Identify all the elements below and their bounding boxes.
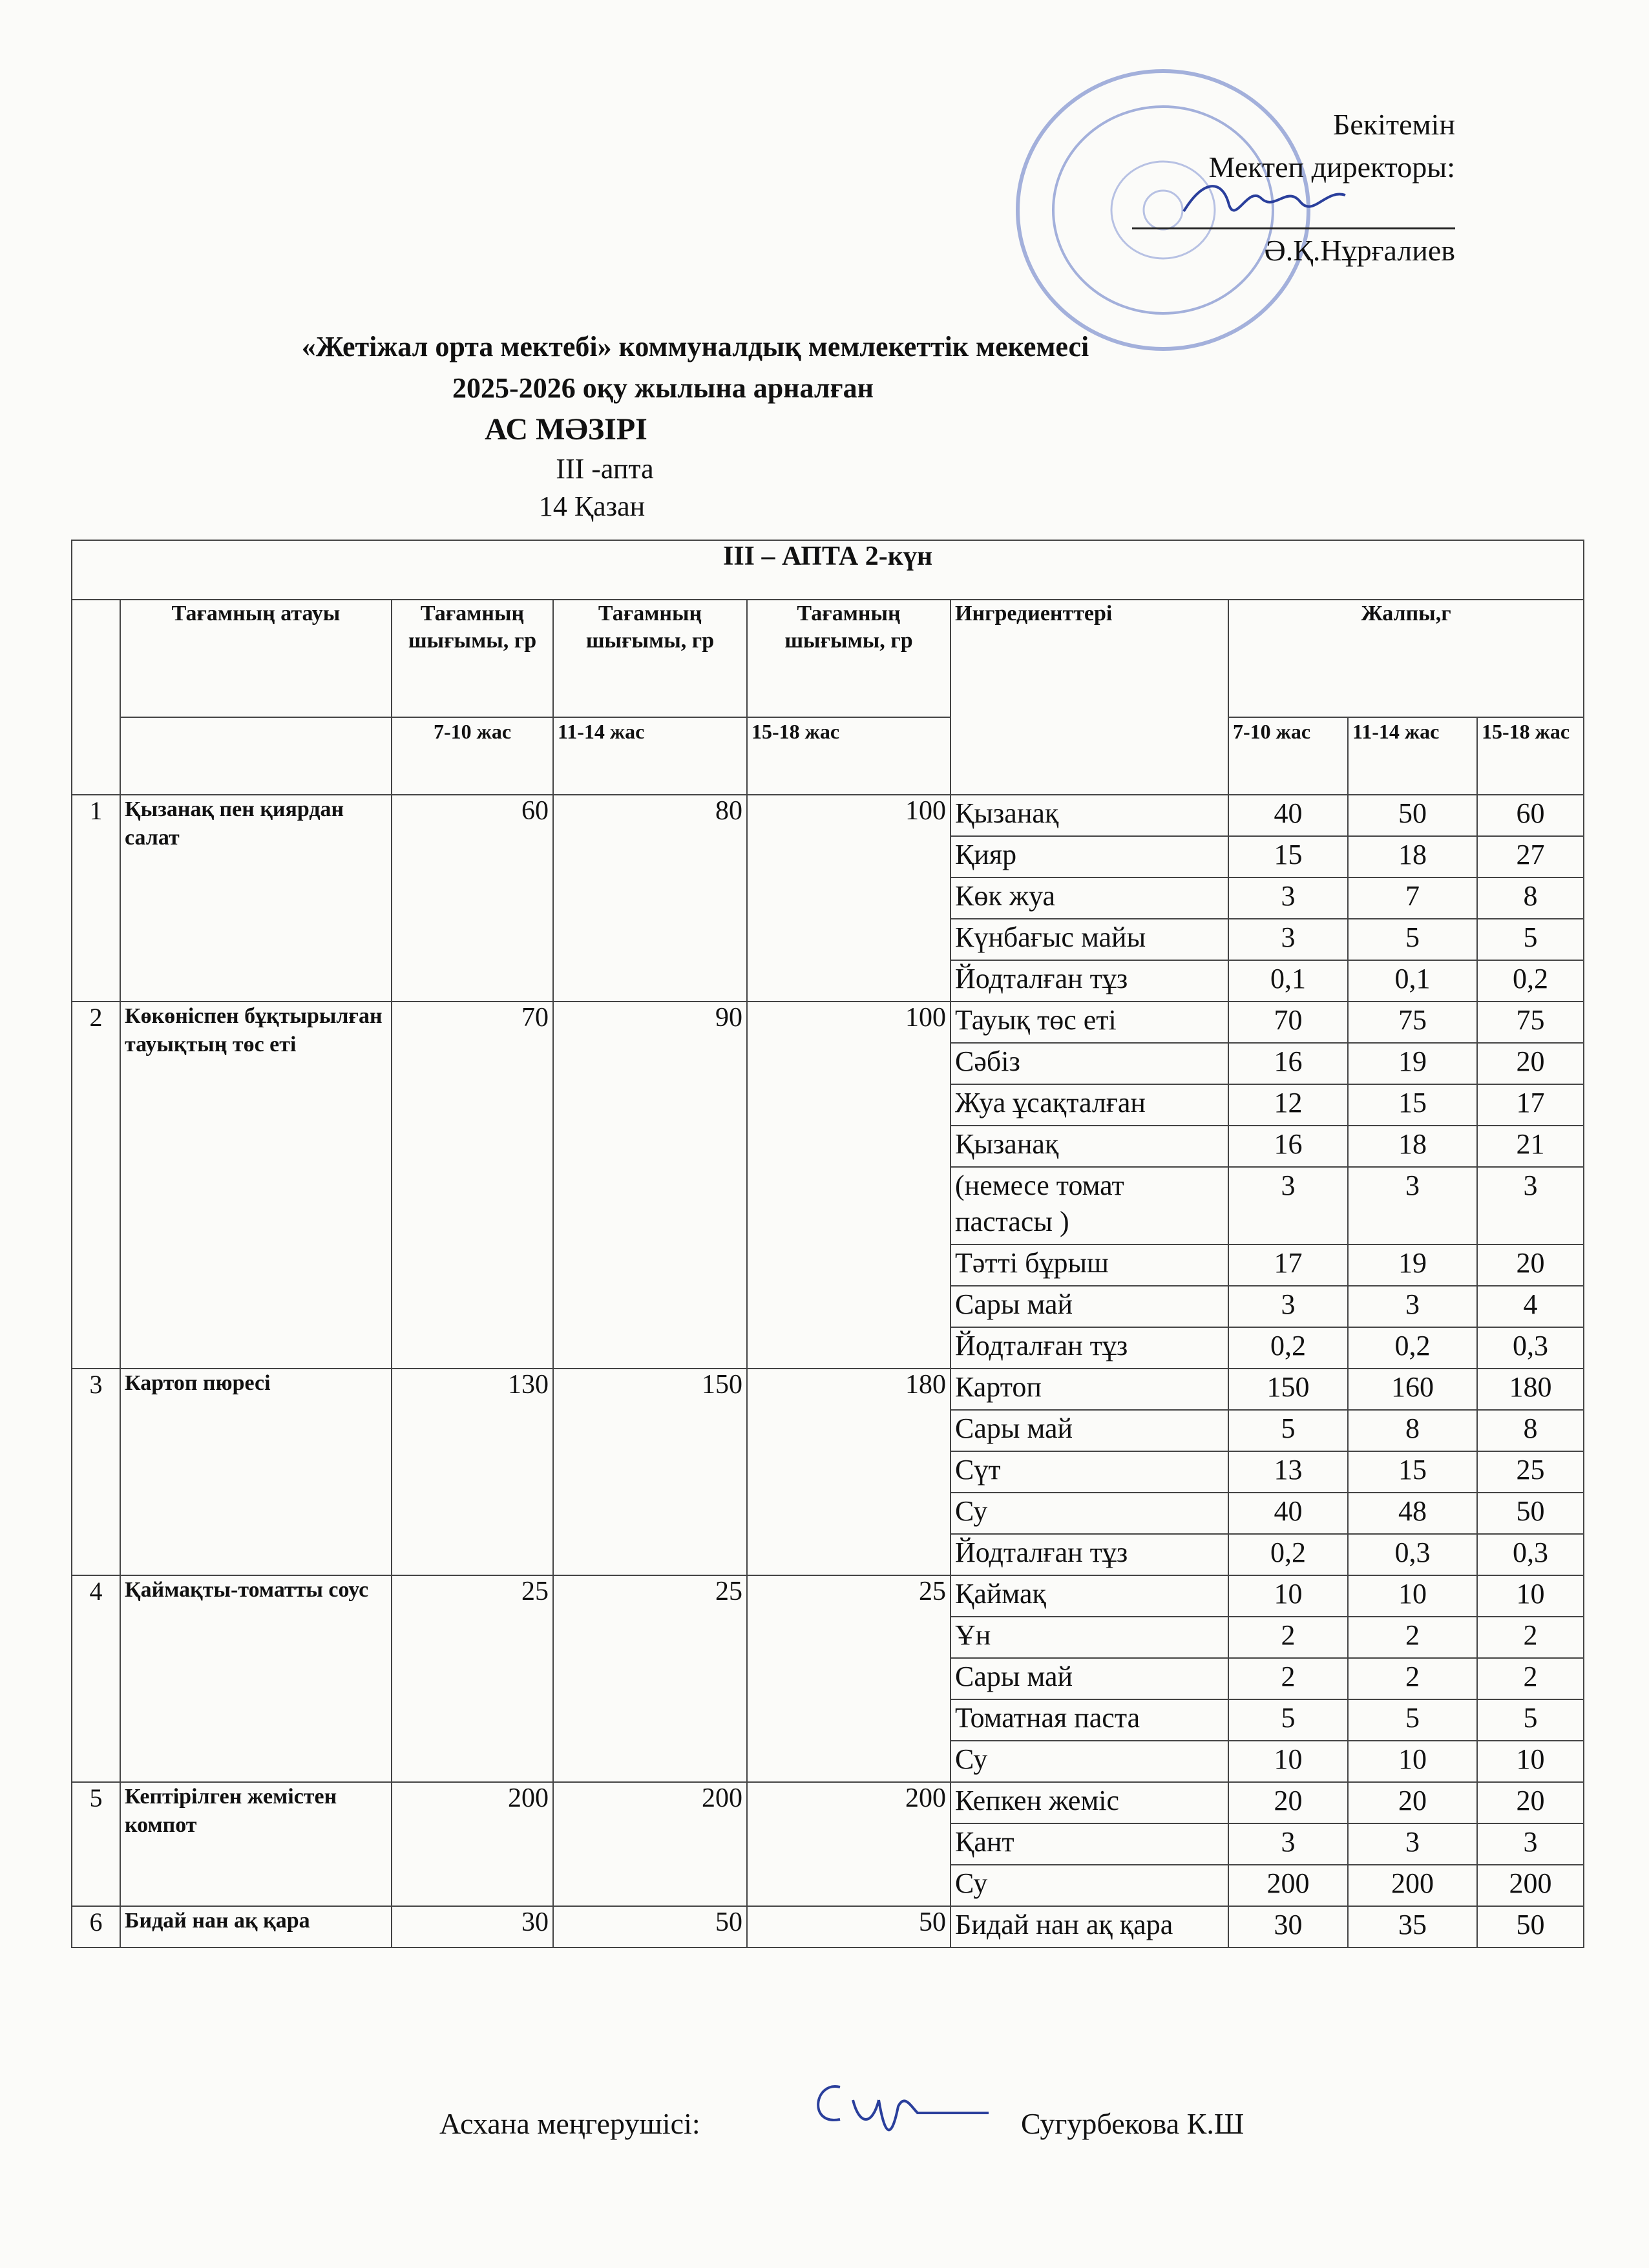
ingredient-name: Сәбіз — [951, 1043, 1228, 1084]
ingredient-amount-11-14: 50 — [1348, 795, 1477, 836]
dish-output-7-10: 200 — [392, 1782, 553, 1906]
ingredient-amount-15-18: 20 — [1477, 1244, 1584, 1286]
ingredient-amount-7-10: 3 — [1228, 877, 1348, 919]
ingredient-amount-15-18: 3 — [1477, 1167, 1584, 1244]
ingredient-amount-11-14: 0,1 — [1348, 960, 1477, 1002]
approval-block — [1132, 103, 1455, 272]
ingredient-amount-11-14: 160 — [1348, 1369, 1477, 1410]
dish-output-11-14: 80 — [553, 795, 747, 1002]
date-label: 14 Қазан — [538, 490, 646, 522]
ingredient-amount-11-14: 10 — [1348, 1741, 1477, 1782]
document-header — [0, 326, 1649, 525]
table-row — [72, 1906, 1584, 1948]
dish-name: Қызанақ пен қиярдан салат — [120, 795, 392, 1002]
ingredient-amount-11-14: 75 — [1348, 1002, 1477, 1043]
ingredient-amount-7-10: 17 — [1228, 1244, 1348, 1286]
ingredient-name: Қант — [951, 1823, 1228, 1865]
director-name: Ә.Қ.Нұрғалиев — [1264, 234, 1455, 267]
ingredient-amount-15-18: 60 — [1477, 795, 1584, 836]
dish-name: Көкөніспен бұқтырылған тауықтың төс еті — [120, 1002, 392, 1369]
dish-number: 6 — [72, 1906, 120, 1948]
ingredient-amount-15-18: 4 — [1477, 1286, 1584, 1327]
ingredient-amount-15-18: 3 — [1477, 1823, 1584, 1865]
ingredient-amount-7-10: 20 — [1228, 1782, 1348, 1823]
ingredient-amount-15-18: 50 — [1477, 1493, 1584, 1534]
ingredient-amount-15-18: 0,3 — [1477, 1534, 1584, 1575]
ingredient-amount-11-14: 5 — [1348, 919, 1477, 960]
ingredient-amount-11-14: 48 — [1348, 1493, 1477, 1534]
table-row — [72, 1002, 1584, 1043]
ingredient-amount-7-10: 70 — [1228, 1002, 1348, 1043]
ingredient-amount-7-10: 0,2 — [1228, 1327, 1348, 1369]
ingredient-amount-7-10: 150 — [1228, 1369, 1348, 1410]
ingredient-amount-15-18: 2 — [1477, 1617, 1584, 1658]
ingredient-amount-11-14: 19 — [1348, 1244, 1477, 1286]
age-7-10: 7-10 жас — [392, 717, 553, 795]
dish-name: Бидай нан ақ қара — [120, 1906, 392, 1948]
ingredient-amount-15-18: 21 — [1477, 1126, 1584, 1167]
ingredient-name: Томатная паста — [951, 1699, 1228, 1741]
col-number — [72, 600, 120, 795]
ingredient-amount-7-10: 10 — [1228, 1741, 1348, 1782]
dish-output-15-18: 25 — [747, 1575, 951, 1782]
age-11-14: 11-14 жас — [553, 717, 747, 795]
ingredient-name: Қияр — [951, 836, 1228, 877]
ingredient-amount-7-10: 16 — [1228, 1126, 1348, 1167]
ingredient-name: (немесе томат пастасы ) — [951, 1167, 1228, 1244]
dish-output-7-10: 30 — [392, 1906, 553, 1948]
ingredient-name: Сүт — [951, 1451, 1228, 1493]
canteen-manager-name: Сугурбекова К.Ш — [1021, 2107, 1245, 2140]
dish-output-11-14: 150 — [553, 1369, 747, 1575]
ingredient-name: Сары май — [951, 1410, 1228, 1451]
dish-name: Қаймақты-томатты соус — [120, 1575, 392, 1782]
ingredient-amount-15-18: 5 — [1477, 919, 1584, 960]
dish-output-7-10: 70 — [392, 1002, 553, 1369]
table-row — [72, 1369, 1584, 1410]
col-output-7-10: Тағамның шығымы, гр — [392, 600, 553, 717]
ingredient-amount-11-14: 7 — [1348, 877, 1477, 919]
dish-number: 1 — [72, 795, 120, 1002]
ingredient-name: Бидай нан ақ қара — [951, 1906, 1228, 1948]
dish-name: Картоп пюресі — [120, 1369, 392, 1575]
dish-number: 5 — [72, 1782, 120, 1906]
ingredient-amount-15-18: 2 — [1477, 1658, 1584, 1699]
total-age-15-18: 15-18 жас — [1477, 717, 1584, 795]
col-total: Жалпы,г — [1228, 600, 1584, 717]
dish-number: 4 — [72, 1575, 120, 1782]
ingredient-amount-11-14: 2 — [1348, 1617, 1477, 1658]
director-signature-icon — [1177, 173, 1371, 231]
ingredient-amount-15-18: 27 — [1477, 836, 1584, 877]
ingredient-amount-11-14: 35 — [1348, 1906, 1477, 1948]
ingredient-amount-7-10: 5 — [1228, 1410, 1348, 1451]
ingredient-amount-15-18: 20 — [1477, 1782, 1584, 1823]
ingredient-amount-11-14: 10 — [1348, 1575, 1477, 1617]
col-output-15-18: Тағамның шығымы, гр — [747, 600, 951, 717]
institution-name: «Жетіжал орта мектебі» коммуналдық мемлекеттік мекемесі — [301, 331, 1089, 362]
dish-output-15-18: 200 — [747, 1782, 951, 1906]
ingredient-amount-15-18: 75 — [1477, 1002, 1584, 1043]
dish-name: Кептірілген жемістен компот — [120, 1782, 392, 1906]
ingredient-name: Қызанақ — [951, 1126, 1228, 1167]
ingredient-amount-7-10: 2 — [1228, 1617, 1348, 1658]
ingredient-amount-15-18: 200 — [1477, 1865, 1584, 1906]
ingredient-amount-7-10: 40 — [1228, 1493, 1348, 1534]
dish-output-7-10: 130 — [392, 1369, 553, 1575]
ingredient-amount-11-14: 20 — [1348, 1782, 1477, 1823]
ingredient-amount-15-18: 20 — [1477, 1043, 1584, 1084]
age-15-18: 15-18 жас — [747, 717, 951, 795]
ingredient-name: Жуа ұсақталған — [951, 1084, 1228, 1126]
dish-output-15-18: 100 — [747, 1002, 951, 1369]
signature-line — [1132, 189, 1455, 229]
approve-label: Бекітемін — [1333, 108, 1455, 141]
ingredient-amount-11-14: 8 — [1348, 1410, 1477, 1451]
ingredient-amount-15-18: 10 — [1477, 1575, 1584, 1617]
ingredient-amount-11-14: 0,3 — [1348, 1534, 1477, 1575]
table-row — [72, 795, 1584, 836]
ingredient-amount-15-18: 25 — [1477, 1451, 1584, 1493]
ingredient-name: Картоп — [951, 1369, 1228, 1410]
dish-output-11-14: 90 — [553, 1002, 747, 1369]
ingredient-name: Йодталған тұз — [951, 960, 1228, 1002]
ingredient-amount-15-18: 10 — [1477, 1741, 1584, 1782]
dish-output-15-18: 50 — [747, 1906, 951, 1948]
age-blank — [120, 717, 392, 795]
ingredient-amount-15-18: 8 — [1477, 1410, 1584, 1451]
ingredient-name: Йодталған тұз — [951, 1327, 1228, 1369]
total-age-7-10: 7-10 жас — [1228, 717, 1348, 795]
ingredient-name: Күнбағыс майы — [951, 919, 1228, 960]
ingredient-name: Су — [951, 1865, 1228, 1906]
col-ingredients: Ингредиенттері — [951, 600, 1228, 795]
ingredient-name: Сары май — [951, 1658, 1228, 1699]
table-title: III – АПТА 2-күн — [72, 540, 1584, 600]
table-row — [72, 1782, 1584, 1823]
dish-output-7-10: 25 — [392, 1575, 553, 1782]
ingredient-name: Сары май — [951, 1286, 1228, 1327]
dish-number: 2 — [72, 1002, 120, 1369]
dish-output-15-18: 100 — [747, 795, 951, 1002]
ingredient-amount-11-14: 18 — [1348, 836, 1477, 877]
dish-output-11-14: 200 — [553, 1782, 747, 1906]
dish-output-7-10: 60 — [392, 795, 553, 1002]
canteen-manager-label: Асхана меңгерушісі: — [439, 2107, 700, 2140]
dish-number: 3 — [72, 1369, 120, 1575]
ingredient-name: Қаймақ — [951, 1575, 1228, 1617]
ingredient-amount-7-10: 200 — [1228, 1865, 1348, 1906]
ingredient-amount-11-14: 15 — [1348, 1451, 1477, 1493]
ingredient-amount-15-18: 180 — [1477, 1369, 1584, 1410]
ingredient-amount-11-14: 18 — [1348, 1126, 1477, 1167]
ingredient-amount-7-10: 5 — [1228, 1699, 1348, 1741]
ingredient-amount-7-10: 3 — [1228, 919, 1348, 960]
ingredient-amount-7-10: 0,1 — [1228, 960, 1348, 1002]
ingredient-name: Йодталған тұз — [951, 1534, 1228, 1575]
ingredient-amount-15-18: 17 — [1477, 1084, 1584, 1126]
ingredient-name: Тауық төс еті — [951, 1002, 1228, 1043]
ingredient-amount-7-10: 13 — [1228, 1451, 1348, 1493]
ingredient-amount-7-10: 10 — [1228, 1575, 1348, 1617]
ingredient-name: Ұн — [951, 1617, 1228, 1658]
dish-output-15-18: 180 — [747, 1369, 951, 1575]
ingredient-amount-7-10: 0,2 — [1228, 1534, 1348, 1575]
ingredient-amount-11-14: 5 — [1348, 1699, 1477, 1741]
table-row — [72, 1575, 1584, 1617]
col-output-11-14: Тағамның шығымы, гр — [553, 600, 747, 717]
ingredient-name: Су — [951, 1741, 1228, 1782]
ingredient-amount-15-18: 5 — [1477, 1699, 1584, 1741]
ingredient-amount-15-18: 50 — [1477, 1906, 1584, 1948]
ingredient-name: Қызанақ — [951, 795, 1228, 836]
academic-year: 2025-2026 оқу жылына арналған — [452, 372, 874, 404]
ingredient-amount-11-14: 3 — [1348, 1286, 1477, 1327]
col-dish-name: Тағамның атауы — [120, 600, 392, 717]
ingredient-amount-7-10: 16 — [1228, 1043, 1348, 1084]
week-label: III -апта — [556, 453, 654, 485]
ingredient-amount-7-10: 40 — [1228, 795, 1348, 836]
document-title: АС МӘЗІРІ — [485, 412, 647, 446]
dish-output-11-14: 25 — [553, 1575, 747, 1782]
ingredient-amount-15-18: 0,2 — [1477, 960, 1584, 1002]
ingredient-name: Тәтті бұрыш — [951, 1244, 1228, 1286]
ingredient-amount-7-10: 3 — [1228, 1167, 1348, 1244]
dish-output-11-14: 50 — [553, 1906, 747, 1948]
ingredient-amount-11-14: 15 — [1348, 1084, 1477, 1126]
ingredient-amount-11-14: 0,2 — [1348, 1327, 1477, 1369]
ingredient-amount-15-18: 0,3 — [1477, 1327, 1584, 1369]
ingredient-amount-7-10: 12 — [1228, 1084, 1348, 1126]
ingredient-amount-7-10: 30 — [1228, 1906, 1348, 1948]
ingredient-amount-11-14: 3 — [1348, 1823, 1477, 1865]
ingredient-name: Көк жуа — [951, 877, 1228, 919]
menu-table — [71, 540, 1584, 1948]
ingredient-amount-11-14: 3 — [1348, 1167, 1477, 1244]
total-age-11-14: 11-14 жас — [1348, 717, 1477, 795]
ingredient-amount-11-14: 2 — [1348, 1658, 1477, 1699]
ingredient-amount-7-10: 15 — [1228, 836, 1348, 877]
manager-signature-icon — [801, 2068, 995, 2145]
ingredient-amount-7-10: 2 — [1228, 1658, 1348, 1699]
ingredient-amount-7-10: 3 — [1228, 1823, 1348, 1865]
ingredient-amount-11-14: 200 — [1348, 1865, 1477, 1906]
ingredient-amount-15-18: 8 — [1477, 877, 1584, 919]
footer — [439, 2106, 1473, 2141]
ingredient-amount-7-10: 3 — [1228, 1286, 1348, 1327]
ingredient-name: Су — [951, 1493, 1228, 1534]
ingredient-amount-11-14: 19 — [1348, 1043, 1477, 1084]
ingredient-name: Кепкен жеміс — [951, 1782, 1228, 1823]
director-label: Мектеп директоры: — [1208, 151, 1455, 184]
